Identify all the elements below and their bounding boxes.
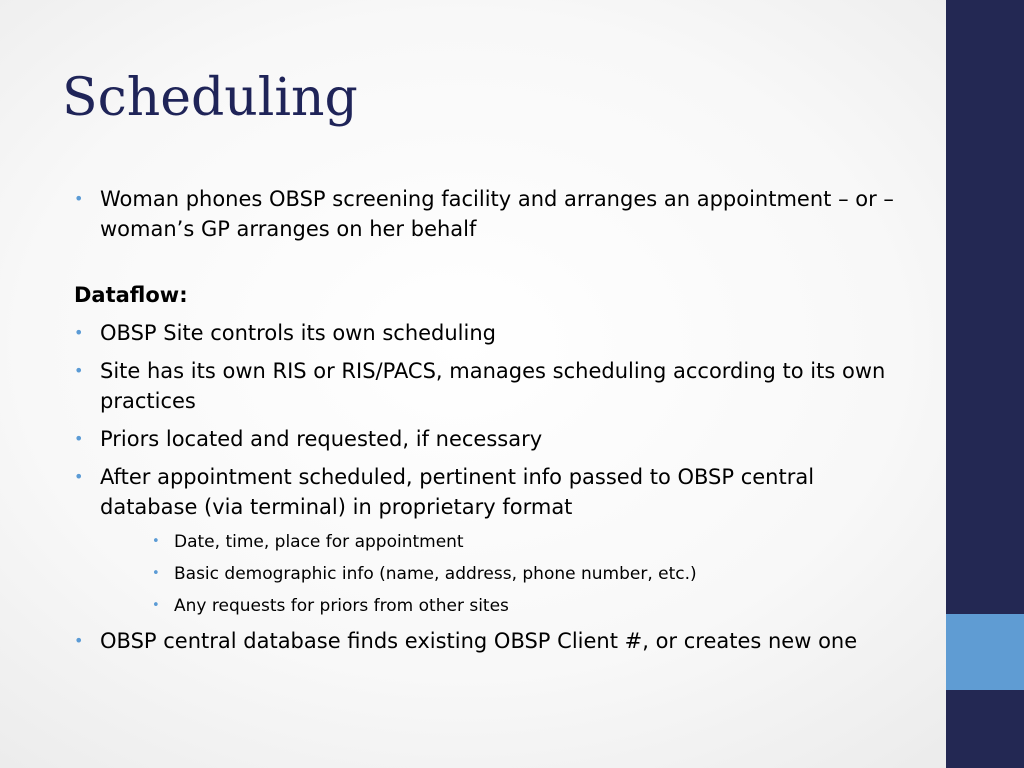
dataflow-heading: Dataflow: bbox=[74, 283, 188, 307]
list-item-text: Priors located and requested, if necessary bbox=[100, 427, 543, 451]
sub-list-item bbox=[152, 594, 914, 618]
list-item-text: Site has its own RIS or RIS/PACS, manages scheduling according to its own practices bbox=[100, 359, 886, 413]
bullet-dot-icon: • bbox=[74, 631, 84, 650]
sub-list-item bbox=[152, 562, 914, 586]
list-item bbox=[74, 462, 914, 522]
list-item bbox=[74, 424, 914, 454]
final-bullet bbox=[74, 626, 914, 656]
bullet-dot-icon: • bbox=[74, 429, 84, 448]
bullet-dot-icon: • bbox=[74, 189, 84, 208]
bullet-dot-icon: • bbox=[74, 323, 84, 342]
bullet-dot-icon: • bbox=[152, 534, 160, 549]
final-bullet-text: OBSP central database finds existing OBSP Client #, or creates new one bbox=[100, 629, 858, 653]
bullet-dot-icon: • bbox=[74, 361, 84, 380]
bullet-dot-icon: • bbox=[152, 566, 160, 581]
sub-list-item-text: Date, time, place for appointment bbox=[174, 532, 464, 552]
intro-bullet-text: Woman phones OBSP screening facility and arranges an appointment – or – woman’s GP arranges on her behalf bbox=[100, 187, 894, 241]
sidebar-accent-block bbox=[946, 614, 1024, 690]
slide-title: Scheduling bbox=[62, 68, 358, 128]
list-item bbox=[74, 356, 914, 416]
intro-bullet bbox=[74, 184, 914, 244]
sub-list-item-text: Any requests for priors from other sites bbox=[174, 596, 509, 616]
sub-list-item bbox=[152, 530, 914, 554]
list-item-text: After appointment scheduled, pertinent info passed to OBSP central database (via terminal) in proprietary format bbox=[100, 465, 815, 519]
decorative-sidebar bbox=[946, 0, 1024, 768]
list-item-text: OBSP Site controls its own scheduling bbox=[100, 321, 496, 345]
bullet-dot-icon: • bbox=[74, 467, 84, 486]
sub-list-item-text: Basic demographic info (name, address, phone number, etc.) bbox=[174, 564, 697, 584]
list-item bbox=[74, 318, 914, 348]
slide-content bbox=[74, 184, 914, 664]
bullet-dot-icon: • bbox=[152, 598, 160, 613]
